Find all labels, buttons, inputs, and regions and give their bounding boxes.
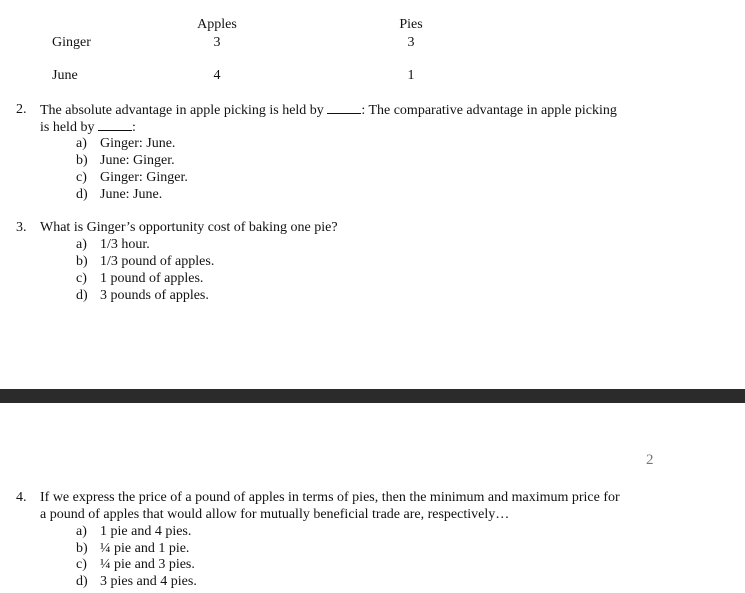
- option-text: Ginger: June.: [100, 136, 176, 151]
- row-name-june: June: [52, 68, 78, 83]
- answer-blank: [98, 118, 132, 131]
- cell-ginger-apples: 3: [213, 35, 221, 50]
- option-text: 1 pound of apples.: [100, 271, 204, 286]
- cell-june-pies: 1: [407, 68, 415, 83]
- option-label: d): [76, 574, 88, 589]
- option-text: ¼ pie and 3 pies.: [100, 557, 195, 572]
- option-b: [76, 253, 214, 270]
- option-d: [76, 573, 197, 590]
- option-a: [76, 236, 150, 253]
- question-text-part: The absolute advantage in apple picking is held by: [40, 103, 324, 118]
- option-label: b): [76, 541, 88, 556]
- option-label: b): [76, 254, 88, 269]
- option-text: 3 pounds of apples.: [100, 288, 209, 303]
- question-text-part: :: [131, 120, 136, 135]
- option-a: [76, 523, 191, 540]
- option-label: a): [76, 524, 87, 539]
- option-d: [76, 186, 162, 203]
- answer-blank: [327, 101, 361, 114]
- page-number: 2: [646, 452, 654, 468]
- cell-june-apples: 4: [213, 68, 221, 83]
- option-text: 1/3 hour.: [100, 237, 150, 252]
- cell-ginger-pies: 3: [407, 35, 415, 50]
- option-text: 1 pie and 4 pies.: [100, 524, 192, 539]
- option-text: 1/3 pound of apples.: [100, 254, 215, 269]
- option-c: [76, 556, 195, 573]
- option-label: d): [76, 288, 88, 303]
- question-number: 2.: [16, 102, 27, 117]
- option-a: [76, 135, 175, 152]
- question-number: 4.: [16, 490, 27, 505]
- option-label: c): [76, 170, 87, 185]
- option-label: c): [76, 271, 87, 286]
- header-apples: Apples: [197, 17, 237, 32]
- option-text: 3 pies and 4 pies.: [100, 574, 197, 589]
- question-text: What is Ginger’s opportunity cost of baking one pie?: [40, 220, 338, 235]
- option-text: June: June.: [100, 187, 163, 202]
- question-number: 3.: [16, 220, 27, 235]
- option-label: a): [76, 237, 87, 252]
- option-text: Ginger: Ginger.: [100, 170, 188, 185]
- question-text-line2: a pound of apples that would allow for mutually beneficial trade are, respectively…: [40, 507, 510, 522]
- option-c: [76, 270, 203, 287]
- header-pies: Pies: [399, 17, 423, 32]
- question-text-line1: If we express the price of a pound of apples in terms of pies, then the minimum and maximum price for: [40, 490, 620, 505]
- option-text: ¼ pie and 1 pie.: [100, 541, 190, 556]
- option-text: June: Ginger.: [100, 153, 175, 168]
- option-label: c): [76, 557, 87, 572]
- row-name-ginger: Ginger: [52, 35, 91, 50]
- option-d: [76, 287, 209, 304]
- page-divider: [0, 389, 745, 403]
- option-label: a): [76, 136, 87, 151]
- option-b: [76, 540, 189, 557]
- question-text-line1: [40, 101, 617, 119]
- option-label: d): [76, 187, 88, 202]
- question-text-line2: [40, 118, 136, 136]
- option-c: [76, 169, 188, 186]
- question-text-part: is held by: [40, 120, 95, 135]
- option-b: [76, 152, 175, 169]
- option-label: b): [76, 153, 88, 168]
- question-text-part: : The comparative advantage in apple picking: [361, 103, 617, 118]
